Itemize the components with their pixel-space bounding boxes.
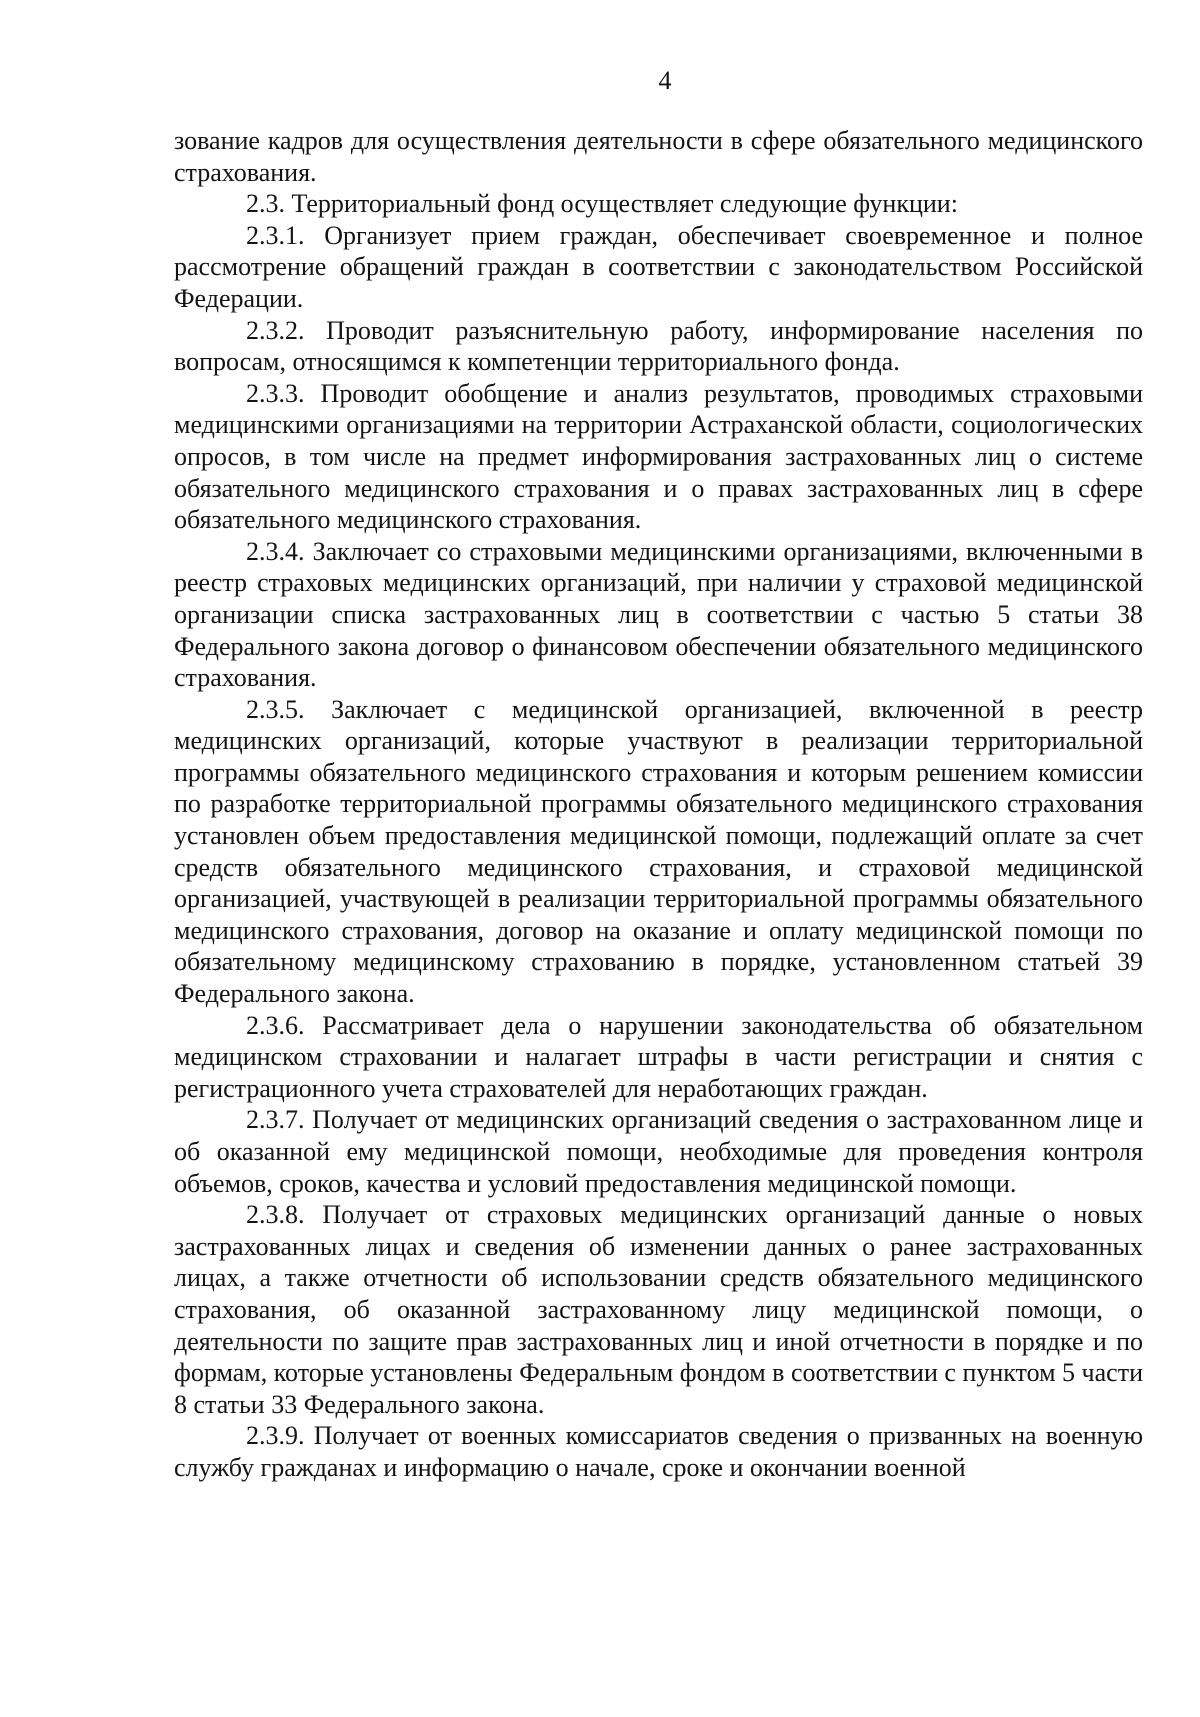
paragraph-2-3-2: 2.3.2. Проводит разъяснительную работу, информирование населения по вопросам, относящимся к компетенции территориального фонда. xyxy=(174,315,1143,377)
page-number: 4 xyxy=(658,66,672,95)
paragraph-2-3-1: 2.3.1. Организует прием граждан, обеспечивает своевременное и полное рассмотрение обращений граждан в соответствии с законодательством Российской Федерации. xyxy=(174,220,1143,313)
paragraph-2-3: 2.3. Территориальный фонд осуществляет следующие функции: xyxy=(246,189,958,219)
paragraph-2-3-9: 2.3.9. Получает от военных комиссариатов сведения о призванных на военную службу гражданах и информацию о начале, сроке и окончании военной xyxy=(174,1421,1143,1482)
paragraph-2-3-7: 2.3.7. Получает от медицинских организаций сведения о застрахованном лице и об оказанной ему медицинской помощи, необходимые для проведения контроля объемов, сроков, качества и условий предоставления медицинской помощи. xyxy=(174,1105,1143,1198)
paragraph-2-3-3: 2.3.3. Проводит обобщение и анализ результатов, проводимых страховыми медицинскими организациями на территории Астраханской области, социологических опросов, в том числе на предмет информирования застрахованных лиц о системе обязательного медицинского страхования и о правах застрахованных лиц в сфере обязательного медицинского страхования. xyxy=(174,378,1143,535)
paragraph-2-3-6: 2.3.6. Рассматривает дела о нарушении законодательства об обязательном медицинском страховании и налагает штрафы в части регистрации и снятия с регистрационного учета страхователей для неработающих граждан. xyxy=(174,1010,1143,1103)
document-body xyxy=(174,125,1143,1484)
paragraph-2-3-8: 2.3.8. Получает от страховых медицинских организаций данные о новых застрахованных лицах и сведения об изменении данных о ранее застрахованных лицах, а также отчетности об использовании средств обязательного медицинского страхования, об оказанной застрахованному лицу медицинской помощи, о деятельности по защите прав застрахованных лиц и иной отчетности в порядке и по формам, которые установлены Федеральным фондом в соответствии с пунктом 5 части 8 статьи 33 Федерального закона. xyxy=(174,1200,1143,1419)
paragraph-2-3-4: 2.3.4. Заключает со страховыми медицинскими организациями, включенными в реестр страховых медицинских организаций, при наличии у страховой медицинской организации списка застрахованных лиц в соответствии с частью 5 статьи 38 Федерального закона договор о финансовом обеспечении обязательного медицинского страхования. xyxy=(174,536,1143,693)
paragraph-continuation: зование кадров для осуществления деятельности в сфере обязательного медицинского страхования. xyxy=(174,126,1143,187)
paragraph-2-3-5: 2.3.5. Заключает с медицинской организацией, включенной в реестр медицинских организаций, которые участвуют в реализации территориальной программы обязательного медицинского страхования и которым решением комиссии по разработке территориальной программы обязательного медицинского страхования установлен объем предоставления медицинской помощи, подлежащий оплате за счет средств обязательного медицинского страхования, и страховой медицинской организацией, участвующей в реализации территориальной программы обязательного медицинского страхования, договор на оказание и оплату медицинской помощи по обязательному медицинскому страхованию в порядке, установленном статьей 39 Федерального закона. xyxy=(174,694,1143,1009)
